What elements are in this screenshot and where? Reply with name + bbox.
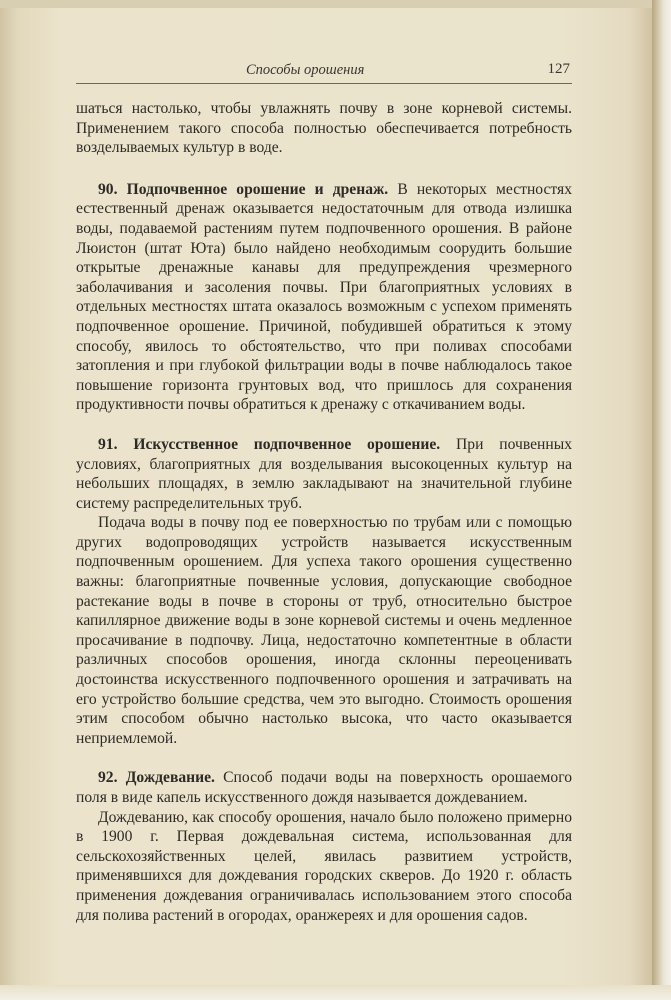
- page-number: 127: [547, 61, 570, 77]
- page-top-edge: [0, 0, 671, 8]
- section-text: При почвенных условиях, благоприятных для возделывания высокоценных культур на небольших площадях, в землю закладывают на значительной глубине систему распределительных труб.: [76, 435, 572, 512]
- section-title: Подпочвенное орошение и дренаж.: [126, 180, 389, 198]
- paragraph: Дождеванию, как способу орошения, начало было положено примерно в 1900 г. Первая дождевальная система, использованная для сельскохозяйственных целей, явилась развитием устройств, применявшихся для дождевания городских скверов. До 1920 г. область применения дождевания ограничивалась использованием этого способа для полива растений в огородах, оранжереях и для орошения садов.: [76, 808, 572, 924]
- running-title: Способы орошения: [246, 62, 365, 78]
- header-rule: [76, 83, 572, 84]
- section-number: 90.: [98, 180, 118, 198]
- body-text: [76, 99, 572, 925]
- page-binding-edge: [652, 0, 671, 1000]
- page-bottom-edge: [0, 985, 671, 1000]
- section-title: Искусственное подпочвенное орошение.: [133, 435, 441, 453]
- section-number: 91.: [98, 435, 118, 453]
- section-90: [76, 180, 572, 415]
- paragraph: Подача воды в почву под ее поверхностью по трубам или с помощью других водопроводящих устройств называется искусственным подпочвенным орошением. Для успеха такого орошения существенно важны: благоприятные почвенные условия, допускающие свободное растекание воды в почве в стороны от труб, относительно быстрое капиллярное движение воды в зоне корневой системы и очень медленное просачивание в подпочву. Лица, недостаточно компетентные в области различных способов орошения, иногда склонны переоценивать достоинства искусственного подпочвенного орошения и затрачивать на его устройство большие средства, чем это выгодно. Стоимость орошения этим способом обычно настолько высока, что часто оказывается неприемлемой.: [76, 514, 572, 747]
- section-91: [76, 435, 572, 513]
- page-header: [76, 62, 572, 82]
- section-number: 92.: [98, 769, 118, 787]
- section-title: Дождевание.: [125, 769, 215, 787]
- section-text: Способ подачи воды на поверхность орошаемого поля в виде капель искусственного дождя называется дождеванием.: [76, 769, 573, 806]
- paragraph-continuation: шаться настолько, чтобы увлажнять почву в зоне корневой системы. Применением такого способа полностью обеспечивается потребность возделываемых культур в воде.: [76, 100, 572, 157]
- section-text: В некоторых местностях естественный дренаж оказывается недостаточным для отвода излишка воды, подаваемой растениям путем подпочвенного орошения. В районе Люистон (штат Юта) было найдено необходимым соорудить большие открытые дренажные канавы для предупреждения чрезмерного заболачивания и засоления почвы. При благоприятных условиях в отдельных местностях штата оказалось возможным с успехом применять подпочвенное орошение. Причиной, побудившей обратиться к этому способу, явилось то обстоятельство, что при поливах способами затопления и при глубокой фильтрации воды в почве наблюдалось такое повышение горизонта грунтовых вод, что пришлось для сохранения продуктивности почвы обратиться к дренажу с откачиванием воды.: [76, 180, 572, 414]
- section-92: [76, 768, 572, 807]
